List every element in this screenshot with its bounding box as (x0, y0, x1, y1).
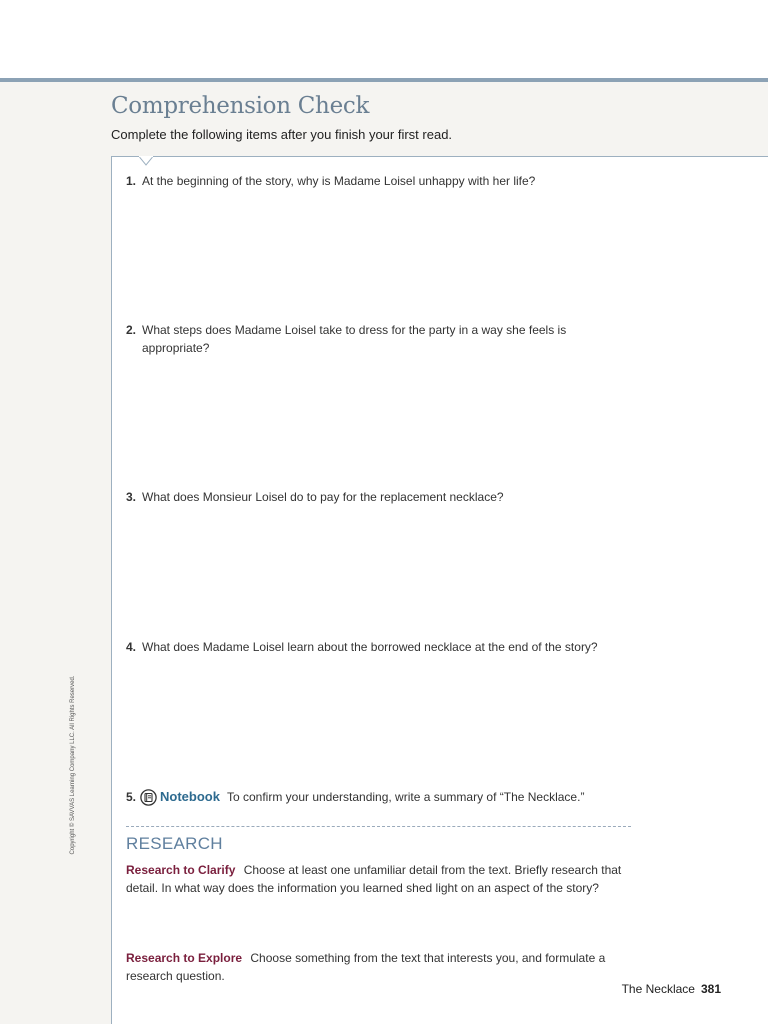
question-3 (126, 488, 504, 506)
notebook-text: To confirm your understanding, write a summary of “The Necklace.” (226, 790, 585, 804)
notebook-label: Notebook (160, 789, 220, 804)
section-divider (126, 826, 631, 827)
research-clarify-label: Research to Clarify (126, 863, 236, 877)
question-number: 1. (126, 174, 137, 188)
question-number: 2. (126, 323, 137, 337)
question-number: 5. (126, 790, 137, 804)
page-title: Comprehension Check (111, 93, 370, 119)
research-explore (126, 950, 631, 985)
question-text: What steps does Madame Loisel take to dress for the party in a way she feels is (142, 323, 567, 337)
question-2 (126, 321, 567, 355)
page-number: 381 (700, 982, 721, 996)
question-4 (126, 638, 598, 656)
question-number: 4. (126, 640, 137, 654)
question-text-line-2: appropriate? (142, 341, 210, 355)
notebook-icon (140, 789, 157, 806)
top-margin (0, 0, 768, 78)
page-subtitle: Complete the following items after you finish your first read. (111, 127, 453, 142)
page-footer (622, 982, 721, 996)
question-text: At the beginning of the story, why is Madame Loisel unhappy with her life? (142, 174, 536, 188)
question-text: What does Madame Loisel learn about the borrowed necklace at the end of the story? (142, 640, 598, 654)
copyright-notice: Copyright © SAVVAS Learning Company LLC. All Rights Reserved. (70, 675, 76, 855)
footer-title: The Necklace (621, 982, 695, 996)
research-clarify (126, 862, 631, 897)
question-5-notebook (126, 788, 584, 806)
research-explore-label: Research to Explore (126, 951, 243, 965)
research-explore-text: Choose something from the text that interests you, and formulate a research question. (126, 951, 606, 983)
question-number: 3. (126, 490, 137, 504)
research-heading: RESEARCH (126, 834, 223, 853)
question-text: What does Monsieur Loisel do to pay for the replacement necklace? (142, 490, 504, 504)
question-1 (126, 172, 536, 190)
research-clarify-text: Choose at least one unfamiliar detail from the text. Briefly research that detail. In what way does the information you learned shed light on an aspect of the story? (126, 863, 622, 895)
panel-notch-icon (139, 156, 153, 166)
